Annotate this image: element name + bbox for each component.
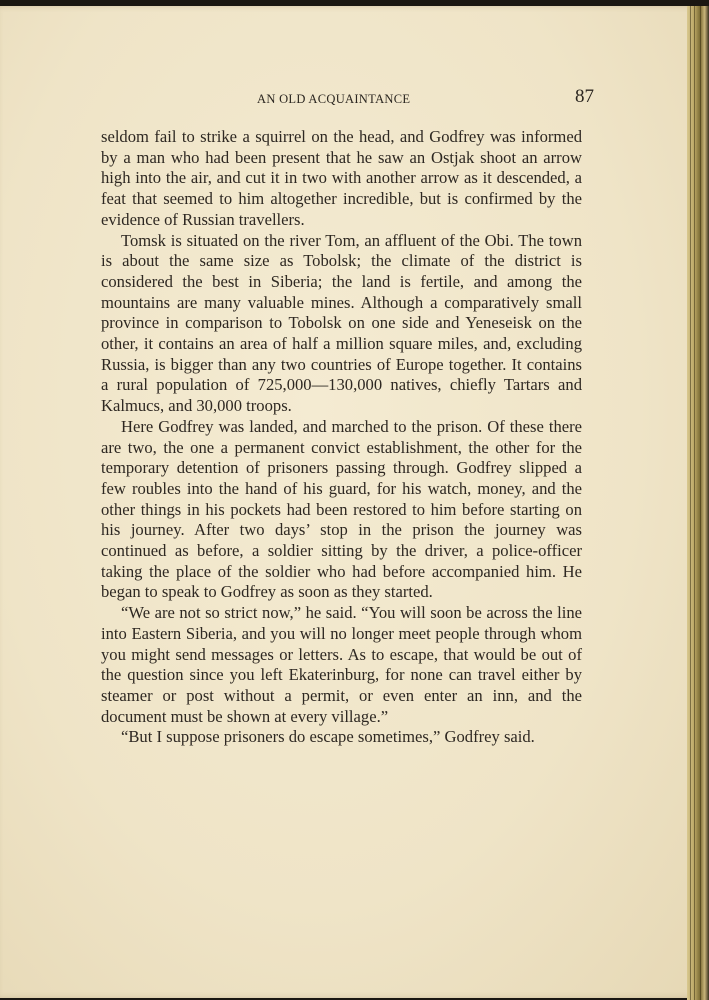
paragraph: “We are not so strict now,” he said. “You will soon be across the line into Eastern Siberia, and you will no longer meet people through whom you might send messages or letters. As to escape, that would be out of the question since you left Ekaterinburg, for none can travel either by steamer or post without a permit, or even enter an inn, and the document must be shown at every village.”	[101, 603, 582, 726]
page-number: 87	[575, 86, 594, 107]
spine-line	[700, 6, 701, 1000]
spine-line	[690, 6, 691, 1000]
spine-line	[694, 6, 695, 1000]
running-head	[100, 86, 594, 114]
paragraph: Here Godfrey was landed, and marched to the prison. Of these there are two, the one a permanent convict establishment, the other for the temporary detention of prisoners passing through. Godfrey slipped a few roubles into the hand of his guard, for his watch, money, and the other things in his pockets had been restored to him before starting on his journey. After two days’ stop in the prison the journey was continued as before, a soldier sitting by the driver, a police-officer taking the place of the soldier who had before accompanied him. He began to speak to Godfrey as soon as they started.	[101, 416, 582, 602]
paragraph: Tomsk is situated on the river Tom, an affluent of the Obi. The town is about the same size as Tobolsk; the climate of the district is considered the best in Siberia; the land is fertile, and among the mountains are many valuable mines. Although a comparatively small province in comparison to Tobolsk on one side and Yeneseisk on the other, it contains an area of half a million square miles, and, excluding Russia, is bigger than any two countries of Europe together. It contains a rural population of 725,000—130,000 natives, chiefly Tartars and Kalmucs, and 30,000 troops.	[101, 230, 582, 416]
paragraph: seldom fail to strike a squirrel on the head, and Godfrey was informed by a man who had been present that he saw an Ostjak shoot an arrow high into the air, and cut it in two with another arrow as it descended, a feat that seemed to him altogether incredible, but is confirmed by the evidence of Russian travellers.	[101, 127, 582, 229]
body-text	[101, 127, 582, 748]
paragraph: “But I suppose prisoners do escape sometimes,” Godfrey said.	[121, 727, 535, 747]
running-title: AN OLD ACQUAINTANCE	[257, 92, 411, 106]
